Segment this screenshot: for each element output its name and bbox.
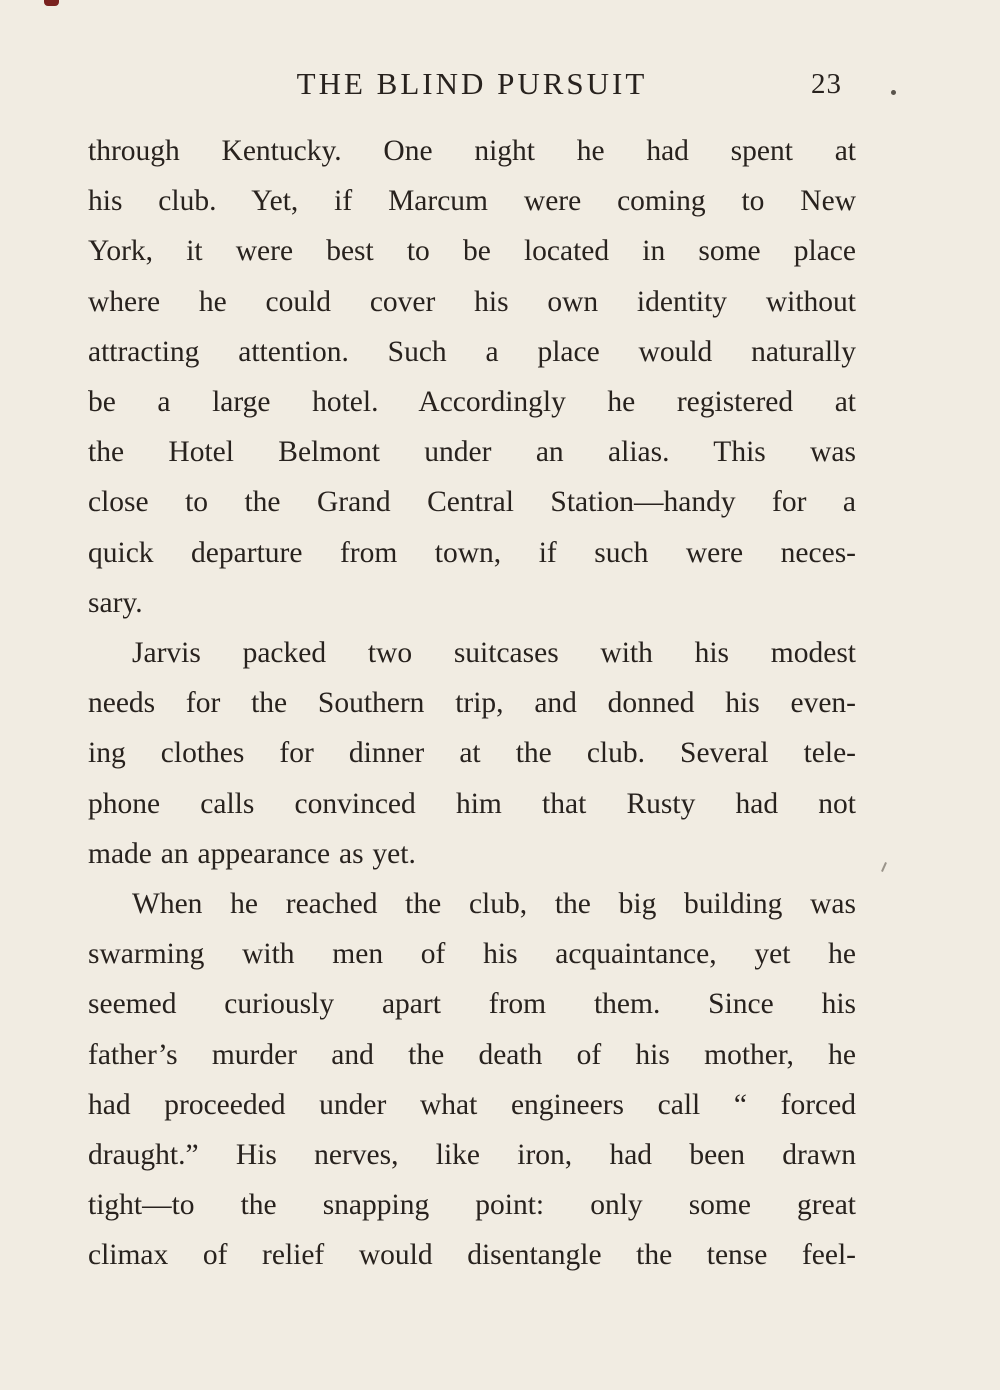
text-line: close to the Grand Central Station—handy for a <box>88 486 856 519</box>
page-header <box>88 66 856 110</box>
text-line: tight—to the snapping point: only some great <box>88 1189 856 1222</box>
text-line: sary. <box>88 586 143 619</box>
text-line: phone calls convinced him that Rusty had not <box>88 787 856 820</box>
page-number: 23 <box>811 68 842 100</box>
body-text <box>88 126 856 1281</box>
text-line: be a large hotel. Accordingly he registered at <box>88 386 856 419</box>
text-line: ing clothes for dinner at the club. Several tele- <box>88 737 856 770</box>
text-line: climax of relief would disentangle the tense feel- <box>88 1239 856 1272</box>
scan-artifact-top-left <box>44 0 59 6</box>
text-line: the Hotel Belmont under an alias. This was <box>88 436 856 469</box>
running-title: THE BLIND PURSUIT <box>296 66 648 101</box>
text-line: seemed curiously apart from them. Since his <box>88 988 856 1021</box>
text-line: needs for the Southern trip, and donned his even- <box>88 687 856 720</box>
text-line: York, it were best to be located in some place <box>88 235 856 268</box>
text-line: where he could cover his own identity without <box>88 285 856 318</box>
text-line: draught.” His nerves, like iron, had been drawn <box>88 1139 856 1172</box>
text-line: Jarvis packed two suitcases with his modest <box>132 637 856 670</box>
text-line: swarming with men of his acquaintance, yet he <box>88 938 856 971</box>
scan-speck-dot <box>891 90 896 95</box>
scan-speck-tick <box>881 862 887 872</box>
text-line: When he reached the club, the big building was <box>132 888 856 921</box>
text-line: had proceeded under what engineers call “ forced <box>88 1088 856 1121</box>
text-line: made an appearance as yet. <box>88 837 416 870</box>
text-line: through Kentucky. One night he had spent at <box>88 135 856 167</box>
text-line: quick departure from town, if such were neces- <box>88 536 856 569</box>
text-line: his club. Yet, if Marcum were coming to New <box>88 185 856 218</box>
text-line: father’s murder and the death of his mother, he <box>88 1038 856 1071</box>
text-line: attracting attention. Such a place would naturally <box>88 335 856 368</box>
